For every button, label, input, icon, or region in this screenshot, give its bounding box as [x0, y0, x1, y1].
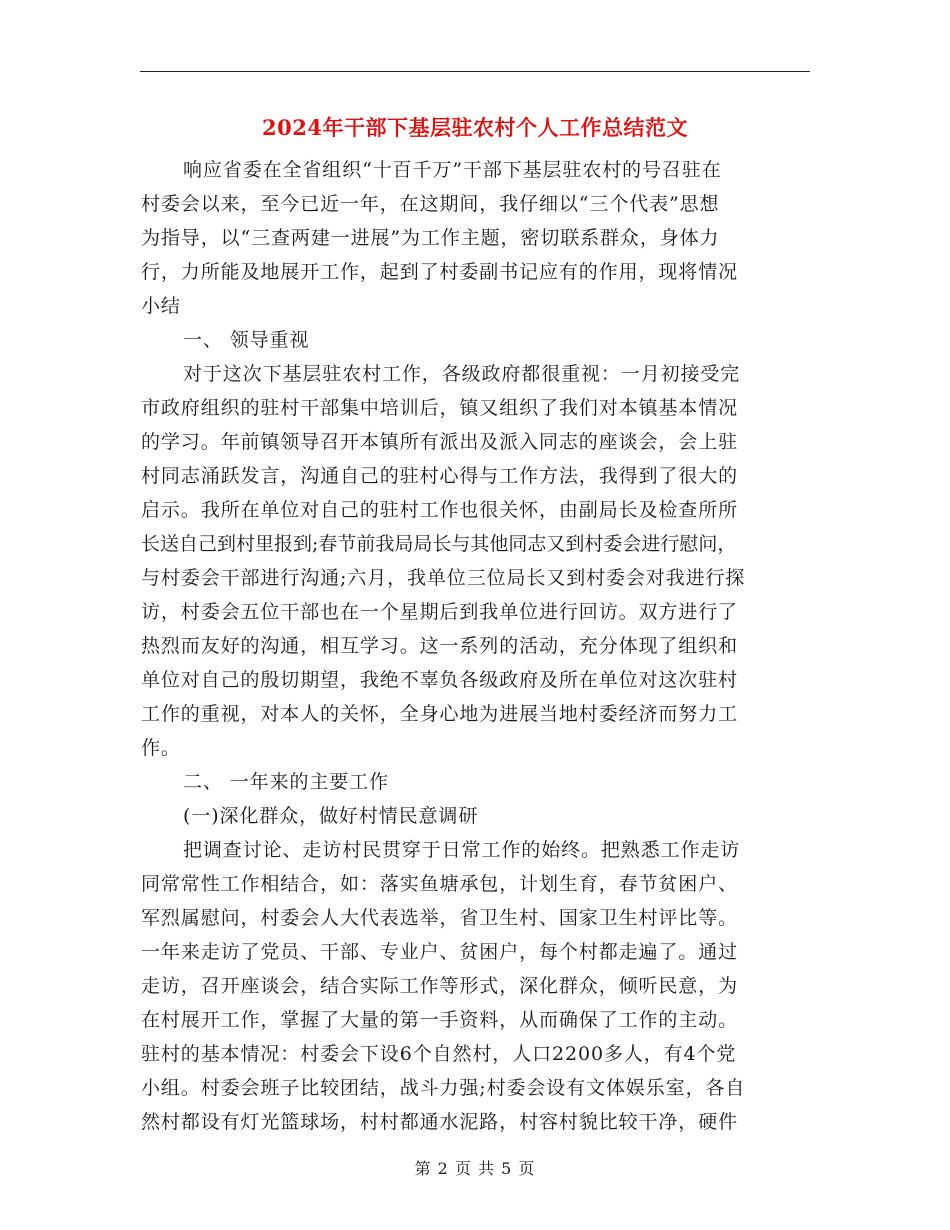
subsection-heading: (一)深化群众，做好村情民意调研: [183, 805, 479, 827]
paragraph-line: 作。: [141, 737, 181, 759]
paragraph-line: 行，力所能及地展开工作，起到了村委副书记应有的作用，现将情况: [141, 261, 739, 283]
paragraph-line: 访，村委会五位干部也在一个星期后到我单位进行回访。双方进行了: [141, 601, 739, 623]
document-body: [141, 153, 813, 1139]
paragraph-line: 热烈而友好的沟通，相互学习。这一系列的活动，充分体现了组织和: [141, 635, 739, 657]
paragraph-line: 一年来走访了党员、干部、专业户、贫困户，每个村都走遍了。通过: [141, 941, 739, 963]
paragraph-line: 单位对自己的殷切期望，我绝不辜负各级政府及所在单位对这次驻村: [141, 669, 739, 691]
paragraph-line: 市政府组织的驻村干部集中培训后，镇又组织了我们对本镇基本情况: [141, 397, 739, 419]
paragraph-line: 与村委会干部进行沟通;六月，我单位三位局长又到村委会对我进行探: [141, 567, 746, 589]
paragraph-line: 启示。我所在单位对自己的驻村工作也很关怀，由副局长及检查所所: [141, 499, 739, 521]
paragraph-line: 村委会以来，至今已近一年，在这期间，我仔细以“三个代表”思想: [141, 193, 720, 215]
paragraph-line: 走访，召开座谈会，结合实际工作等形式，深化群众，倾听民意，为: [141, 975, 739, 997]
section-heading: 二、 一年来的主要工作: [183, 771, 389, 793]
paragraph-line: 对于这次下基层驻农村工作，各级政府都很重视：一月初接受完: [183, 363, 741, 385]
document-title: 2024年干部下基层驻农村个人工作总结范文: [262, 115, 688, 140]
paragraph-line: 工作的重视，对本人的关怀，全身心地为进展当地村委经济而努力工: [141, 703, 739, 725]
paragraph-line: 响应省委在全省组织“十百千万”干部下基层驻农村的号召驻在: [183, 159, 722, 181]
paragraph-line: 在村展开工作，掌握了大量的第一手资料，从而确保了工作的主动。: [141, 1009, 739, 1031]
paragraph-line: 长送自己到村里报到;春节前我局局长与其他同志又到村委会进行慰问，: [141, 533, 737, 555]
header-rule: [140, 71, 810, 72]
paragraph-line: 然村都设有灯光篮球场，村村都通水泥路，村容村貌比较干净，硬件: [141, 1111, 739, 1133]
paragraph-line: 小结: [141, 295, 181, 317]
paragraph-line: 同常常性工作相结合，如：落实鱼塘承包，计划生育，春节贫困户、: [141, 873, 739, 895]
paragraph-line: 驻村的基本情况：村委会下设6个自然村，人口2200多人，有4个党: [141, 1043, 737, 1065]
paragraph-line: 为指导，以“三查两建一进展”为工作主题，密切联系群众，身体力: [141, 227, 720, 249]
paragraph-line: 小组。村委会班子比较团结，战斗力强;村委会设有文体娱乐室，各自: [141, 1077, 746, 1099]
paragraph-line: 把调查讨论、走访村民贯穿于日常工作的始终。把熟悉工作走访: [183, 839, 741, 861]
page-number: 第 2 页 共 5 页: [414, 1159, 536, 1178]
paragraph-line: 村同志涌跃发言，沟通自己的驻村心得与工作方法，我得到了很大的: [141, 465, 739, 487]
paragraph-line: 军烈属慰问，村委会人大代表选举，省卫生村、国家卫生村评比等。: [141, 907, 739, 929]
paragraph-line: 的学习。年前镇领导召开本镇所有派出及派入同志的座谈会，会上驻: [141, 431, 739, 453]
section-heading: 一、 领导重视: [183, 329, 310, 351]
